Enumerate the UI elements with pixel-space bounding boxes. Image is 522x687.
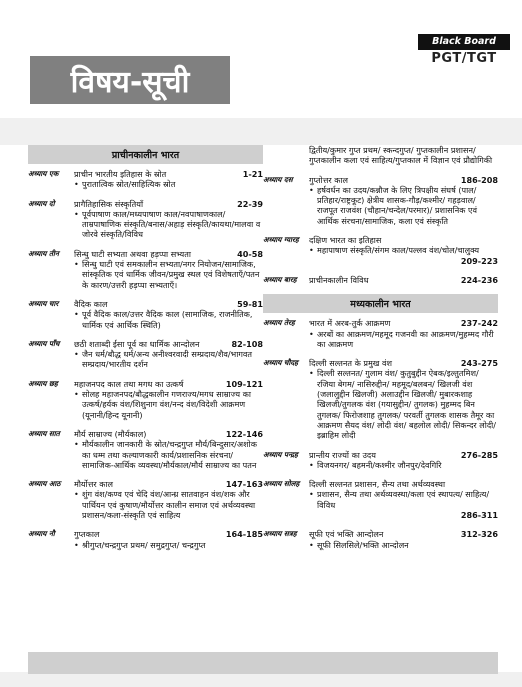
chapter-list-medieval [263, 318, 498, 550]
chapter-title-row [74, 529, 263, 539]
chapter-title-row [74, 299, 263, 309]
page-range: 224-236 [460, 274, 498, 285]
chapter-subtopics: • शुंग वंश/कण्व एवं चेदि वंश/आन्ध्र सातवाहन वंश/शक और पार्थियन एवं कुषाण/मौर्योत्तर कालीन समाज एवं अर्थव्यवस्था प्रशासन/कला-संस्कृति एवं साहित्य [74, 489, 263, 520]
page-range: 59-81 [237, 298, 263, 309]
chapter-subtopics: • सोलह महाजनपद/बौद्धकालीन गणराज्य/मगध साम्राज्य का उत्कर्ष/हर्यक वंश/शिशुनाग वंश/नन्द वंश/विदेशी आक्रमण (यूनानी/हिन्द यूनानी) [74, 389, 263, 420]
chapter-number: अध्याय दस [263, 174, 293, 184]
page-range: 147-163 [225, 479, 263, 490]
toc-row [28, 429, 263, 470]
page-range: 122-146 [225, 428, 263, 439]
header-band [0, 118, 522, 145]
chapter-title: प्रान्तीय राज्यों का उदय [309, 449, 376, 460]
chapter-number: अध्याय नौ [28, 529, 55, 539]
chapter-content [309, 235, 498, 266]
toc-row [28, 379, 263, 420]
chapter-number: अध्याय एक [28, 169, 59, 178]
chapter-subtopics: • पुरातात्विक स्रोत/साहित्यिक स्रोत [74, 179, 263, 189]
toc-row [263, 318, 498, 349]
chapter-title: दक्षिण भारत का इतिहास [309, 235, 382, 246]
chapter-number: अध्याय छह [28, 378, 58, 388]
chapter-subtopics: • महापाषाण संस्कृति/संगम काल/पल्लव वंश/चोल/चालुक्य [309, 245, 498, 255]
chapter-content [309, 275, 498, 285]
chapter-subtopics: • हर्षवर्धन का उदय/कन्नौज के लिए त्रिपक्षीय संघर्ष (पाल/प्रतिहार/राष्ट्रकूट) क्षेत्रीय शासक-गौड़/कश्मीर/ गहड़वाल/ राजपूत राजवंश (चौहान/चन्देल/परमार)/ प्रशासनिक एवं आर्थिक संरचना/सामाजिक, कला एवं संस्कृति [309, 185, 498, 226]
chapter-title: प्राचीनकालीन विविध [309, 274, 369, 285]
chapter-content [74, 299, 263, 330]
chapter-content [74, 429, 263, 470]
toc-row [28, 479, 263, 520]
chapter-subtopics: • विजयनगर/ बहमनी/कश्मीर जौनपुर/देवगिरि [309, 460, 498, 470]
chapter-subtopics: • मौर्यकालीन जानकारी के स्रोत/चन्द्रगुप्त मौर्य/बिन्दुसार/अशोक का धम्म तथा कल्याणकारी कार्य/प्रशासनिक संरचना/ सामाजिक-आर्थिक व्यवस्था/मौर्यकाल/मौर्य साम्राज्य का पतन [74, 439, 263, 470]
page-range: 82-108 [231, 338, 263, 349]
toc-row [28, 249, 263, 290]
page-title: विषय-सूची [30, 56, 230, 104]
section-header-medieval: मध्यकालीन भारत [263, 294, 498, 313]
chapter-title-row [309, 479, 498, 489]
page-range: 243-275 [460, 358, 498, 369]
chapter-title-row [74, 199, 263, 209]
logo-exam-text: PGT/TGT [431, 51, 497, 66]
chapter-title: महाजनपद काल तथा मगध का उत्कर्ष [74, 378, 184, 389]
chapter-title-row [309, 175, 498, 185]
toc-row [28, 169, 263, 190]
chapter-title: प्रागैतिहासिक संस्कृतियाँ [74, 198, 144, 209]
toc-row [263, 175, 498, 226]
chapter-title: भारत में अरब-तुर्क आक्रमण [309, 318, 391, 329]
chapter-number: अध्याय बारह [263, 274, 297, 284]
chapter-title-row [309, 529, 498, 539]
chapter-content [309, 358, 498, 440]
page-range-row [309, 510, 498, 520]
toc-row [28, 199, 263, 240]
chapter-content [74, 339, 263, 370]
chapter-continuation: द्वितीय/कुमार गुप्त प्रथम/ स्कन्दगुप्त/ गुप्तकालीन प्रशासन/ गुप्तकालीन कला एवं साहित्य/गुप्तकाल में विज्ञान एवं प्रौद्योगिकी [309, 145, 493, 166]
chapter-content [309, 318, 498, 349]
toc-row [28, 339, 263, 370]
page-range: 1-21 [242, 169, 263, 179]
chapter-subtopics: • पूर्व वैदिक काल/उत्तर वैदिक काल (सामाजिक, राजनीतिक, धार्मिक एवं आर्थिक स्थिति) [74, 309, 263, 330]
page-range: 286-311 [460, 510, 498, 521]
chapter-content [74, 379, 263, 420]
chapter-title: दिल्ली सल्तनत के प्रमुख वंश [309, 358, 393, 369]
page-range: 312-326 [460, 529, 498, 540]
chapter-content [309, 450, 498, 471]
toc-row [263, 275, 498, 285]
chapter-content [74, 479, 263, 520]
chapter-number: अध्याय चार [28, 298, 59, 308]
chapter-title: प्राचीन भारतीय इतिहास के स्रोत [74, 169, 167, 179]
chapter-number: अध्याय सात [28, 428, 60, 438]
chapter-number: अध्याय तेरह [263, 318, 295, 328]
chapter-title: सूफी एवं भक्ति आन्दोलन [309, 529, 384, 540]
chapter-number: अध्याय सोलह [263, 479, 300, 489]
page-range: 276-285 [460, 449, 498, 460]
chapter-title: मौर्योत्तर काल [74, 479, 114, 490]
chapter-title-row [74, 379, 263, 389]
chapter-subtopics: • अरबों का आक्रमण/महमूद गजनवी का आक्रमण/मुहम्मद गौरी का आक्रमण [309, 329, 498, 350]
publisher-logo [418, 34, 510, 66]
chapter-subtopics: • जैन धर्म/बौद्ध धर्म/अन्य अनीश्वरवादी सम्प्रदाय/शैव/भागवत सम्प्रदाय/भारतीय दर्शन [74, 349, 263, 370]
chapter-title-row [74, 249, 263, 259]
toc-row [263, 358, 498, 440]
chapter-title-row [74, 429, 263, 439]
chapter-number: अध्याय पन्द्रह [263, 449, 298, 459]
toc-row [28, 529, 263, 550]
chapter-number: अध्याय सत्रह [263, 529, 297, 539]
toc-row [263, 479, 498, 520]
left-column [28, 145, 263, 559]
chapter-content [74, 529, 263, 550]
chapter-subtopics: • पूर्वपाषाण काल/मध्यपाषाण काल/नवपाषाणकाल/ताम्रपाषाणिक संस्कृति/बनास/अहाड़ संस्कृति/कायथा/मालवा व जोरवे संस्कृति/विविध [74, 209, 263, 240]
chapter-subtopics: • दिल्ली सल्तनत/ गुलाम वंश/ कुतुबुद्दीन ऐबक/इल्तुतमिश/ रजिया बेगम/ नासिरुद्दीन/ महमूद/बलबन/ खिलजी वंश (जलालुद्दीन खिलजी) अलाउद्दीन खिलजी/ मुबारकशाह खिलजी/तुगलक वंश (गयासुद्दीन/ तुगलक) मुहम्मद बिन तुगलक/ फिरोजशाह तुगलक/ परवर्ती तुगलक शासक तैमूर का आक्रमण सैयद वंश/ लोदी वंश/ बहलोल लोदी/ सिकन्दर लोदी/ इब्राहिम लोदी [309, 368, 498, 440]
chapter-number: अध्याय पाँच [28, 338, 60, 348]
chapter-title-row [309, 358, 498, 368]
chapter-title-row [309, 450, 498, 460]
chapter-subtopics: • श्रीगुप्त/चन्द्रगुप्त प्रथम/ समुद्रगुप्त/ चन्द्रगुप्त [74, 540, 263, 550]
logo-brand-text: Black Board [418, 34, 510, 50]
page-range: 209-223 [460, 255, 498, 266]
chapter-title: वैदिक काल [74, 298, 108, 309]
chapter-number: अध्याय दो [28, 198, 55, 208]
chapter-title-row [309, 318, 498, 328]
toc-row [263, 529, 498, 550]
toc-row [263, 450, 498, 471]
chapter-title-row [309, 275, 498, 285]
page-range: 40-58 [237, 248, 263, 259]
chapter-content [74, 199, 263, 240]
chapter-content [309, 529, 498, 550]
chapter-title-row [74, 169, 263, 179]
chapter-content [74, 249, 263, 290]
chapter-content [309, 479, 498, 520]
chapter-title: गुप्तोत्तर काल [309, 174, 349, 185]
chapter-number: अध्याय ग्यारह [263, 235, 299, 245]
page-range: 237-242 [460, 318, 498, 329]
page-range: 186-208 [460, 174, 498, 185]
chapter-subtopics: • सूफी सिलसिले/भक्ति आन्दोलन [309, 540, 498, 550]
footer-bar [28, 652, 498, 674]
chapter-list-ancient-continued [263, 175, 498, 286]
chapter-title: सिन्धु घाटी सभ्यता अथवा हड़प्पा सभ्यता [74, 248, 191, 259]
chapter-number: अध्याय तीन [28, 248, 59, 258]
chapter-title: मौर्य साम्राज्य (मौर्यकाल) [74, 428, 147, 439]
chapter-title: छठी शताब्दी ईसा पूर्व का धार्मिक आन्दोलन [74, 338, 200, 349]
page-range: 22-39 [237, 198, 263, 209]
chapter-title: दिल्ली सल्तनत प्रशासन, सैन्य तथा अर्थव्यवस्था [309, 479, 446, 490]
chapter-content [309, 175, 498, 226]
section-header-ancient: प्राचीनकालीन भारत [28, 145, 263, 164]
chapter-number: अध्याय चौदह [263, 358, 298, 368]
chapter-title-row [309, 235, 498, 245]
chapter-subtopics: • सिन्धु घाटी एवं समकालीन सभ्यता/नगर नियोजन/सामाजिक, सांस्कृतिक एवं धार्मिक जीवन/प्रमुख स्थल एवं विशेषताएँ/पतन के कारण/उत्तरी हड़प्पा सभ्यताएँ। [74, 259, 263, 290]
chapter-number: अध्याय आठ [28, 479, 61, 489]
footer-band [0, 672, 522, 687]
page-range: 109-121 [225, 378, 263, 389]
chapter-title-row [74, 479, 263, 489]
page-range-row [309, 256, 498, 266]
chapter-content [74, 169, 263, 190]
right-column [263, 145, 498, 559]
chapter-title: गुप्तकाल [74, 529, 100, 540]
page-range: 164-185 [225, 529, 263, 540]
toc-row [263, 235, 498, 266]
toc-row [28, 299, 263, 330]
chapter-list-ancient [28, 169, 263, 550]
chapter-title-row [74, 339, 263, 349]
chapter-subtopics: • प्रशासन, सैन्य तथा अर्थव्यवस्था/कला एवं स्थापत्य/ साहित्य/विविध [309, 489, 498, 510]
